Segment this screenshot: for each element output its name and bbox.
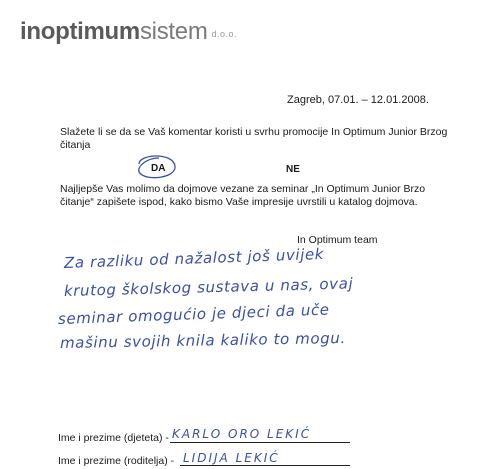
- logo-part-in: in: [20, 18, 41, 45]
- child-name-value: KARLO ORO LEKIĆ: [172, 427, 312, 441]
- handwritten-line: krutog školskog sustava u nas, ovaj: [63, 274, 354, 300]
- logo-part-sistem: sistem: [139, 18, 208, 45]
- company-logo: [20, 20, 237, 44]
- team-signature: In Optimum team: [297, 234, 378, 246]
- logo-part-optimum: optimum: [40, 18, 140, 45]
- child-name-label: Ime i prezime (djeteta) -: [58, 432, 169, 444]
- request-text: Najljepše Vas molimo da dojmove vezane za seminar „In Optimum Junior Brzo čitanje“ zapišete ispod, kako bismo Vaše impresije uvrstili u katalog dojmova.: [60, 183, 426, 208]
- option-no: NE: [286, 164, 300, 175]
- option-yes: DA: [151, 163, 166, 174]
- logo-suffix: d.o.o.: [211, 29, 238, 39]
- handwritten-line: seminar omogućio je djeci da uče: [57, 300, 330, 328]
- parent-name-label: Ime i prezime (roditelja) -: [58, 455, 175, 467]
- handwritten-line: Za razliku od nažalost još uvijek: [63, 244, 325, 272]
- consent-question: Slažete li se da se Vaš komentar koristi u svrhu promocije In Optimum Junior Brzog čitanja: [60, 126, 448, 151]
- date-line: Zagreb, 07.01. – 12.01.2008.: [287, 94, 429, 106]
- handwritten-line: mašinu svojih knila kaliko to mogu.: [59, 329, 346, 352]
- parent-name-value: LIDIJA LEKIĆ: [183, 451, 280, 465]
- parent-name-underline: [180, 465, 350, 466]
- child-name-underline: [170, 442, 350, 443]
